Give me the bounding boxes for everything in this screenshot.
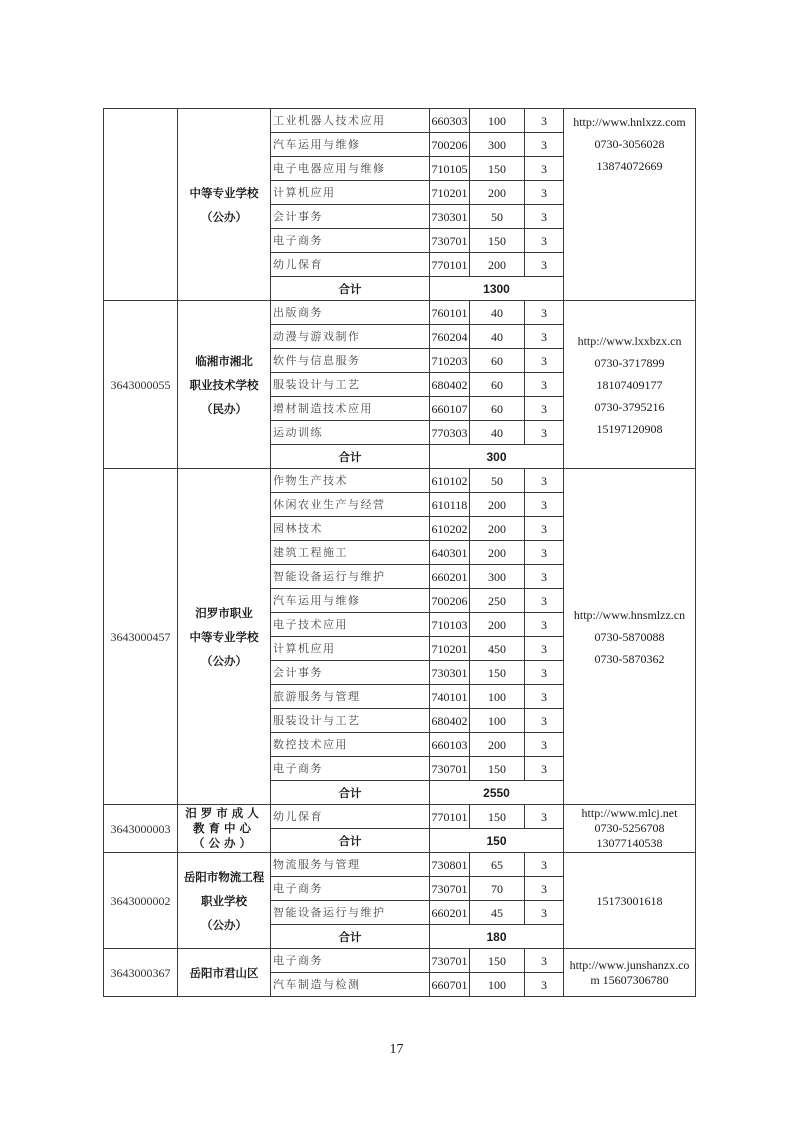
study-years: 3 (525, 805, 564, 829)
major-code: 710203 (430, 349, 470, 373)
study-years: 3 (525, 301, 564, 325)
school-contact (564, 469, 696, 805)
major-code: 610102 (430, 469, 470, 493)
major-name: 电子商务 (271, 877, 430, 901)
enrollment-count: 100 (470, 109, 525, 133)
major-name: 软件与信息服务 (271, 349, 430, 373)
major-code: 710103 (430, 613, 470, 637)
school-name-line: 职业技术学校 (189, 377, 259, 392)
major-name: 作物生产技术 (271, 469, 430, 493)
major-name: 汽车运用与维修 (271, 133, 430, 157)
enrollment-count: 200 (470, 613, 525, 637)
major-name: 服装设计与工艺 (271, 709, 430, 733)
study-years: 3 (525, 181, 564, 205)
school-code: 3643000002 (104, 853, 178, 949)
enrollment-count: 45 (470, 901, 525, 925)
table-row (104, 949, 696, 973)
major-name: 汽车制造与检测 (271, 973, 430, 997)
study-years: 3 (525, 685, 564, 709)
study-years: 3 (525, 253, 564, 277)
major-name: 电子电器应用与维修 (271, 157, 430, 181)
table-row (104, 853, 696, 877)
subtotal-label: 合计 (271, 829, 430, 853)
major-code: 610202 (430, 517, 470, 541)
enrollment-count: 200 (470, 541, 525, 565)
major-name: 汽车运用与维修 (271, 589, 430, 613)
major-name: 计算机应用 (271, 181, 430, 205)
school-code: 3643000003 (104, 805, 178, 853)
enrollment-count: 150 (470, 805, 525, 829)
major-code: 680402 (430, 373, 470, 397)
school-name (178, 301, 271, 469)
study-years: 3 (525, 517, 564, 541)
school-contact (564, 805, 696, 853)
contact-line: 0730-3717899 (594, 355, 665, 370)
table-row (104, 301, 696, 325)
enrollment-count: 200 (470, 181, 525, 205)
enrollment-count: 50 (470, 469, 525, 493)
major-code: 740101 (430, 685, 470, 709)
school-name-line: 职业学校 (201, 893, 247, 908)
enrollment-count: 150 (470, 229, 525, 253)
major-code: 610118 (430, 493, 470, 517)
table-row (104, 469, 696, 493)
school-name-line: （公办） (193, 836, 255, 850)
contact-line: 0730-3795216 (594, 399, 665, 414)
major-name: 服装设计与工艺 (271, 373, 430, 397)
contact-line: 0730-5870362 (594, 651, 665, 666)
subtotal-value: 2550 (430, 781, 564, 805)
school-code (104, 109, 178, 301)
subtotal-value: 180 (430, 925, 564, 949)
study-years: 3 (525, 229, 564, 253)
contact-line: 15197120908 (596, 421, 663, 436)
enrollment-count: 450 (470, 637, 525, 661)
contact-line: http://www.junshanzx.co (569, 957, 690, 972)
table-row (104, 805, 696, 829)
major-code: 640301 (430, 541, 470, 565)
enrollment-count: 150 (470, 661, 525, 685)
school-name-line: 汨罗市职业 (195, 605, 253, 620)
contact-line: 0730-5870088 (594, 629, 665, 644)
contact-line: http://www.hnsmlzz.cn (573, 607, 686, 622)
school-name-line: （公办） (201, 209, 247, 224)
major-code: 730801 (430, 853, 470, 877)
major-code: 770101 (430, 253, 470, 277)
study-years: 3 (525, 565, 564, 589)
major-code: 660201 (430, 901, 470, 925)
subtotal-label: 合计 (271, 445, 430, 469)
school-contact (564, 949, 696, 997)
major-name: 出版商务 (271, 301, 430, 325)
page-number: 17 (389, 1042, 404, 1057)
study-years: 3 (525, 901, 564, 925)
major-code: 660303 (430, 109, 470, 133)
major-name: 幼儿保育 (271, 805, 430, 829)
study-years: 3 (525, 325, 564, 349)
major-name: 工业机器人技术应用 (271, 109, 430, 133)
school-name (178, 949, 271, 997)
enrollment-count: 50 (470, 205, 525, 229)
study-years: 3 (525, 541, 564, 565)
school-name (178, 853, 271, 949)
major-code: 760101 (430, 301, 470, 325)
school-name-line: 汨罗市成人 (185, 806, 263, 820)
school-name-line: （民办） (201, 401, 247, 416)
enrollment-count: 70 (470, 877, 525, 901)
school-contact (564, 301, 696, 469)
school-code: 3643000367 (104, 949, 178, 997)
enrollment-count: 100 (470, 685, 525, 709)
enrollment-count: 60 (470, 397, 525, 421)
enrollment-count: 200 (470, 253, 525, 277)
major-name: 电子商务 (271, 949, 430, 973)
school-name (178, 805, 271, 853)
study-years: 3 (525, 421, 564, 445)
major-name: 增材制造技术应用 (271, 397, 430, 421)
major-name: 电子商务 (271, 757, 430, 781)
school-code: 3643000055 (104, 301, 178, 469)
major-code: 700206 (430, 589, 470, 613)
study-years: 3 (525, 205, 564, 229)
major-name: 会计事务 (271, 205, 430, 229)
school-name (178, 469, 271, 805)
enrollment-count: 250 (470, 589, 525, 613)
major-name: 旅游服务与管理 (271, 685, 430, 709)
school-name-line: 岳阳市物流工程 (183, 869, 265, 884)
major-name: 物流服务与管理 (271, 853, 430, 877)
contact-line: 13874072669 (596, 159, 663, 173)
subtotal-value: 1300 (430, 277, 564, 301)
contact-line: 18107409177 (596, 377, 663, 392)
study-years: 3 (525, 757, 564, 781)
contact-line: http://www.lxxbzx.cn (577, 333, 682, 348)
major-code: 760204 (430, 325, 470, 349)
enrollment-count: 40 (470, 325, 525, 349)
study-years: 3 (525, 853, 564, 877)
enrollment-count: 100 (470, 973, 525, 997)
study-years: 3 (525, 589, 564, 613)
study-years: 3 (525, 661, 564, 685)
school-name-line: （公办） (201, 653, 247, 668)
study-years: 3 (525, 157, 564, 181)
school-name-line: （公办） (201, 917, 247, 932)
study-years: 3 (525, 877, 564, 901)
major-code: 770101 (430, 805, 470, 829)
major-code: 770303 (430, 421, 470, 445)
contact-line: http://www.mlcj.net (581, 806, 678, 820)
school-name-line: 中等专业学校 (189, 185, 259, 200)
contact-line: http://www.hnlxzz.com (573, 115, 686, 129)
school-name (178, 109, 271, 301)
major-name: 会计事务 (271, 661, 430, 685)
major-name: 电子商务 (271, 229, 430, 253)
school-name-line: 中等专业学校 (189, 629, 259, 644)
study-years: 3 (525, 973, 564, 997)
enrollment-count: 150 (470, 949, 525, 973)
major-code: 730301 (430, 205, 470, 229)
major-name: 幼儿保育 (271, 253, 430, 277)
study-years: 3 (525, 733, 564, 757)
enrollment-count: 200 (470, 493, 525, 517)
major-name: 数控技术应用 (271, 733, 430, 757)
subtotal-label: 合计 (271, 781, 430, 805)
subtotal-value: 300 (430, 445, 564, 469)
enrollment-count: 200 (470, 517, 525, 541)
major-code: 730701 (430, 229, 470, 253)
major-code: 660103 (430, 733, 470, 757)
enrollment-count: 300 (470, 565, 525, 589)
enrollment-count: 150 (470, 157, 525, 181)
subtotal-value: 150 (430, 829, 564, 853)
major-name: 园林技术 (271, 517, 430, 541)
subtotal-label: 合计 (271, 277, 430, 301)
major-name: 电子技术应用 (271, 613, 430, 637)
study-years: 3 (525, 469, 564, 493)
major-code: 680402 (430, 709, 470, 733)
major-code: 710201 (430, 181, 470, 205)
school-code: 3643000457 (104, 469, 178, 805)
study-years: 3 (525, 373, 564, 397)
major-code: 730701 (430, 757, 470, 781)
study-years: 3 (525, 709, 564, 733)
study-years: 3 (525, 133, 564, 157)
school-contact (564, 853, 696, 949)
subtotal-label: 合计 (271, 925, 430, 949)
study-years: 3 (525, 349, 564, 373)
study-years: 3 (525, 949, 564, 973)
contact-line: 13077140538 (596, 836, 663, 850)
enrollment-count: 65 (470, 853, 525, 877)
study-years: 3 (525, 493, 564, 517)
enrollment-count: 200 (470, 733, 525, 757)
enrollment-count: 40 (470, 301, 525, 325)
school-contact (564, 109, 696, 301)
major-name: 计算机应用 (271, 637, 430, 661)
table-row (104, 109, 696, 133)
study-years: 3 (525, 637, 564, 661)
enrollment-count: 60 (470, 349, 525, 373)
school-name-line: 临湘市湘北 (195, 353, 253, 368)
major-code: 710201 (430, 637, 470, 661)
contact-line: 15173001618 (596, 893, 663, 908)
enrollment-count: 150 (470, 757, 525, 781)
school-name-line: 岳阳市君山区 (189, 965, 259, 980)
major-name: 智能设备运行与维护 (271, 565, 430, 589)
major-name: 运动训练 (271, 421, 430, 445)
major-code: 700206 (430, 133, 470, 157)
contact-line: 0730-3056028 (594, 137, 665, 151)
major-code: 730701 (430, 877, 470, 901)
major-code: 660107 (430, 397, 470, 421)
enrollment-count: 100 (470, 709, 525, 733)
school-name-line: 教育中心 (193, 821, 255, 835)
study-years: 3 (525, 109, 564, 133)
major-code: 660201 (430, 565, 470, 589)
major-name: 智能设备运行与维护 (271, 901, 430, 925)
contact-line: m 15607306780 (590, 972, 669, 987)
enrollment-plan-table (103, 108, 696, 997)
major-name: 动漫与游戏制作 (271, 325, 430, 349)
enrollment-count: 60 (470, 373, 525, 397)
study-years: 3 (525, 397, 564, 421)
table-body (104, 109, 696, 997)
major-code: 730701 (430, 949, 470, 973)
major-code: 710105 (430, 157, 470, 181)
major-code: 660701 (430, 973, 470, 997)
enrollment-count: 40 (470, 421, 525, 445)
major-name: 休闲农业生产与经营 (271, 493, 430, 517)
major-code: 730301 (430, 661, 470, 685)
major-name: 建筑工程施工 (271, 541, 430, 565)
contact-line: 0730-5256708 (594, 821, 665, 835)
enrollment-count: 300 (470, 133, 525, 157)
study-years: 3 (525, 613, 564, 637)
